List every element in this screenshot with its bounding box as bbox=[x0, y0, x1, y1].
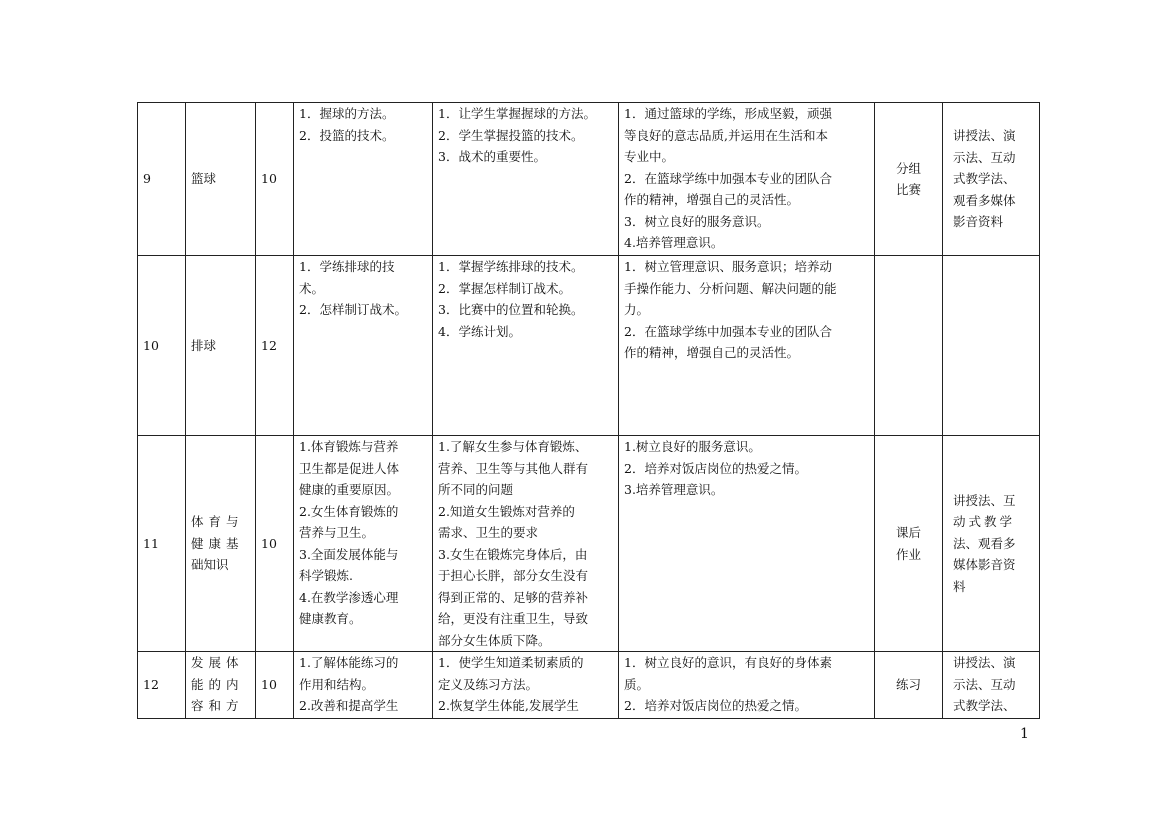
knowledge-line: 1．掌握学练排球的技术。 bbox=[438, 259, 584, 274]
methods-cell bbox=[943, 436, 1040, 652]
assessment-line: 比赛 bbox=[895, 182, 921, 197]
assessment-line: 分组 bbox=[895, 160, 921, 176]
content-line: 4.在教学渗透心理 bbox=[299, 589, 399, 605]
quality-line: 2．在篮球学练中加强本专业的团队合 bbox=[624, 170, 832, 186]
quality-line: 作的精神，增强自己的灵活性。 bbox=[624, 345, 800, 360]
hours: 12 bbox=[256, 256, 294, 436]
methods-line: 料 bbox=[953, 578, 966, 594]
quality-line: 等良好的意志品质,并运用在生活和本 bbox=[624, 127, 828, 143]
knowledge-line: 2．掌握怎样制订战术。 bbox=[438, 280, 571, 296]
module-name-line: 础知识 bbox=[191, 557, 229, 573]
module-name-line: 能的内 bbox=[191, 676, 244, 692]
content-line: 术。 bbox=[299, 280, 325, 296]
knowledge-line: 4．学练计划。 bbox=[438, 323, 521, 339]
content-cell bbox=[294, 103, 433, 256]
quality-line: 专业中。 bbox=[624, 149, 675, 164]
knowledge-cell bbox=[433, 256, 619, 436]
methods-line: 动式教学 bbox=[953, 514, 1016, 530]
quality-line: 1.树立良好的服务意识。 bbox=[624, 439, 761, 454]
content-line: 2．投篮的技术。 bbox=[299, 127, 395, 143]
quality-line: 4.培养管理意识。 bbox=[624, 235, 724, 250]
hours: 10 bbox=[256, 436, 294, 652]
page-number: 1 bbox=[1020, 726, 1029, 742]
methods-line: 式教学法、 bbox=[953, 698, 1016, 713]
methods-line: 媒体影音资 bbox=[953, 557, 1016, 573]
quality-line: 2．培养对饭店岗位的热爱之情。 bbox=[624, 698, 807, 713]
knowledge-line: 3．比赛中的位置和轮换。 bbox=[438, 302, 584, 317]
module-name bbox=[186, 652, 256, 719]
content-line: 2.改善和提高学生 bbox=[299, 698, 399, 713]
methods-cell bbox=[943, 256, 1040, 436]
methods-line: 观看多媒体 bbox=[953, 192, 1016, 208]
knowledge-cell bbox=[433, 436, 619, 652]
methods-line: 讲授法、演 bbox=[953, 128, 1016, 144]
knowledge-line: 于担心长胖，部分女生没有 bbox=[438, 568, 589, 583]
quality-line: 2．培养对饭店岗位的热爱之情。 bbox=[624, 460, 807, 476]
module-name-line: 体育与 bbox=[191, 514, 244, 530]
content-line: 1．学练排球的技 bbox=[299, 259, 395, 274]
knowledge-line: 3．战术的重要性。 bbox=[438, 149, 546, 164]
table-row-9 bbox=[138, 103, 1040, 256]
knowledge-line: 定义及练习方法。 bbox=[438, 676, 539, 692]
methods-cell bbox=[943, 103, 1040, 256]
table-row-10 bbox=[138, 256, 1040, 436]
methods-cell bbox=[943, 652, 1040, 719]
methods-line: 讲授法、互 bbox=[953, 492, 1016, 508]
content-line: 营养与卫生。 bbox=[299, 525, 375, 540]
quality-cell bbox=[619, 436, 875, 652]
content-cell bbox=[294, 436, 433, 652]
assessment-line: 练习 bbox=[895, 677, 921, 693]
methods-line: 讲授法、演 bbox=[953, 655, 1016, 670]
knowledge-line: 1．使学生知道柔韧素质的 bbox=[438, 655, 584, 670]
module-name bbox=[186, 436, 256, 652]
quality-line: 作的精神，增强自己的灵活性。 bbox=[624, 192, 800, 207]
quality-line: 质。 bbox=[624, 676, 650, 692]
content-cell bbox=[294, 256, 433, 436]
table-row-12 bbox=[138, 652, 1040, 719]
quality-cell bbox=[619, 103, 875, 256]
module-name: 排球 bbox=[186, 256, 256, 436]
quality-line: 2．在篮球学练中加强本专业的团队合 bbox=[624, 323, 832, 339]
knowledge-line: 2.恢复学生体能,发展学生 bbox=[438, 698, 579, 713]
knowledge-line: 所不同的问题 bbox=[438, 482, 514, 497]
knowledge-cell bbox=[433, 652, 619, 719]
knowledge-line: 部分女生体质下降。 bbox=[438, 632, 551, 648]
assessment-cell bbox=[875, 436, 943, 652]
quality-cell bbox=[619, 652, 875, 719]
content-cell bbox=[294, 652, 433, 719]
course-content-table bbox=[137, 102, 1040, 719]
content-line: 2.女生体育锻炼的 bbox=[299, 503, 399, 519]
content-line: 2．怎样制订战术。 bbox=[299, 302, 407, 317]
row-number: 11 bbox=[138, 436, 186, 652]
knowledge-line: 3.女生在锻炼完身体后，由 bbox=[438, 546, 588, 562]
quality-line: 1．通过篮球的学练，形成坚毅，顽强 bbox=[624, 106, 832, 121]
knowledge-line: 2．学生掌握投篮的技术。 bbox=[438, 127, 584, 143]
content-line: 健康的重要原因。 bbox=[299, 482, 400, 497]
content-line: 健康教育。 bbox=[299, 611, 362, 626]
content-line: 1.体育锻炼与营养 bbox=[299, 439, 399, 454]
content-line: 3.全面发展体能与 bbox=[299, 546, 399, 562]
assessment-cell bbox=[875, 652, 943, 719]
row-number: 12 bbox=[138, 652, 186, 719]
methods-line: 示法、互动 bbox=[953, 676, 1016, 692]
knowledge-line: 2.知道女生锻炼对营养的 bbox=[438, 503, 575, 519]
methods-line: 示法、互动 bbox=[953, 149, 1016, 165]
content-line: 科学锻炼. bbox=[299, 568, 353, 583]
hours: 10 bbox=[256, 652, 294, 719]
assessment-line: 课后 bbox=[895, 525, 921, 540]
quality-line: 手操作能力、分析问题、解决问题的能 bbox=[624, 280, 837, 296]
quality-line: 1．树立管理意识、服务意识；培养动 bbox=[624, 259, 832, 274]
content-line: 1．握球的方法。 bbox=[299, 106, 395, 121]
module-name-line: 发展体 bbox=[191, 655, 244, 670]
content-line: 卫生都是促进人体 bbox=[299, 460, 400, 476]
knowledge-line: 1．让学生掌握握球的方法。 bbox=[438, 106, 596, 121]
knowledge-line: 1.了解女生参与体育锻炼、 bbox=[438, 439, 588, 454]
assessment-line: 作业 bbox=[895, 546, 921, 562]
knowledge-line: 得到正常的、足够的营养补 bbox=[438, 589, 589, 605]
knowledge-cell bbox=[433, 103, 619, 256]
knowledge-line: 需求、卫生的要求 bbox=[438, 525, 539, 540]
quality-cell bbox=[619, 256, 875, 436]
module-name-line: 容和方 bbox=[191, 698, 244, 713]
module-name: 篮球 bbox=[186, 103, 256, 256]
quality-line: 3．树立良好的服务意识。 bbox=[624, 213, 770, 229]
methods-line: 影音资料 bbox=[953, 214, 1004, 230]
knowledge-line: 给，更没有注重卫生，导致 bbox=[438, 611, 589, 626]
methods-line: 式教学法、 bbox=[953, 171, 1016, 187]
row-number: 9 bbox=[138, 103, 186, 256]
row-number: 10 bbox=[138, 256, 186, 436]
hours: 10 bbox=[256, 103, 294, 256]
quality-line: 1．树立良好的意识，有良好的身体素 bbox=[624, 655, 832, 670]
methods-line: 法、观看多 bbox=[953, 535, 1016, 551]
quality-line: 力。 bbox=[624, 302, 650, 317]
table-row-11 bbox=[138, 436, 1040, 652]
knowledge-line: 营养、卫生等与其他人群有 bbox=[438, 460, 589, 476]
content-line: 作用和结构。 bbox=[299, 676, 375, 692]
content-line: 1.了解体能练习的 bbox=[299, 655, 399, 670]
module-name-line: 健康基 bbox=[191, 535, 244, 551]
assessment-cell bbox=[875, 103, 943, 256]
assessment-cell bbox=[875, 256, 943, 436]
quality-line: 3.培养管理意识。 bbox=[624, 482, 724, 497]
